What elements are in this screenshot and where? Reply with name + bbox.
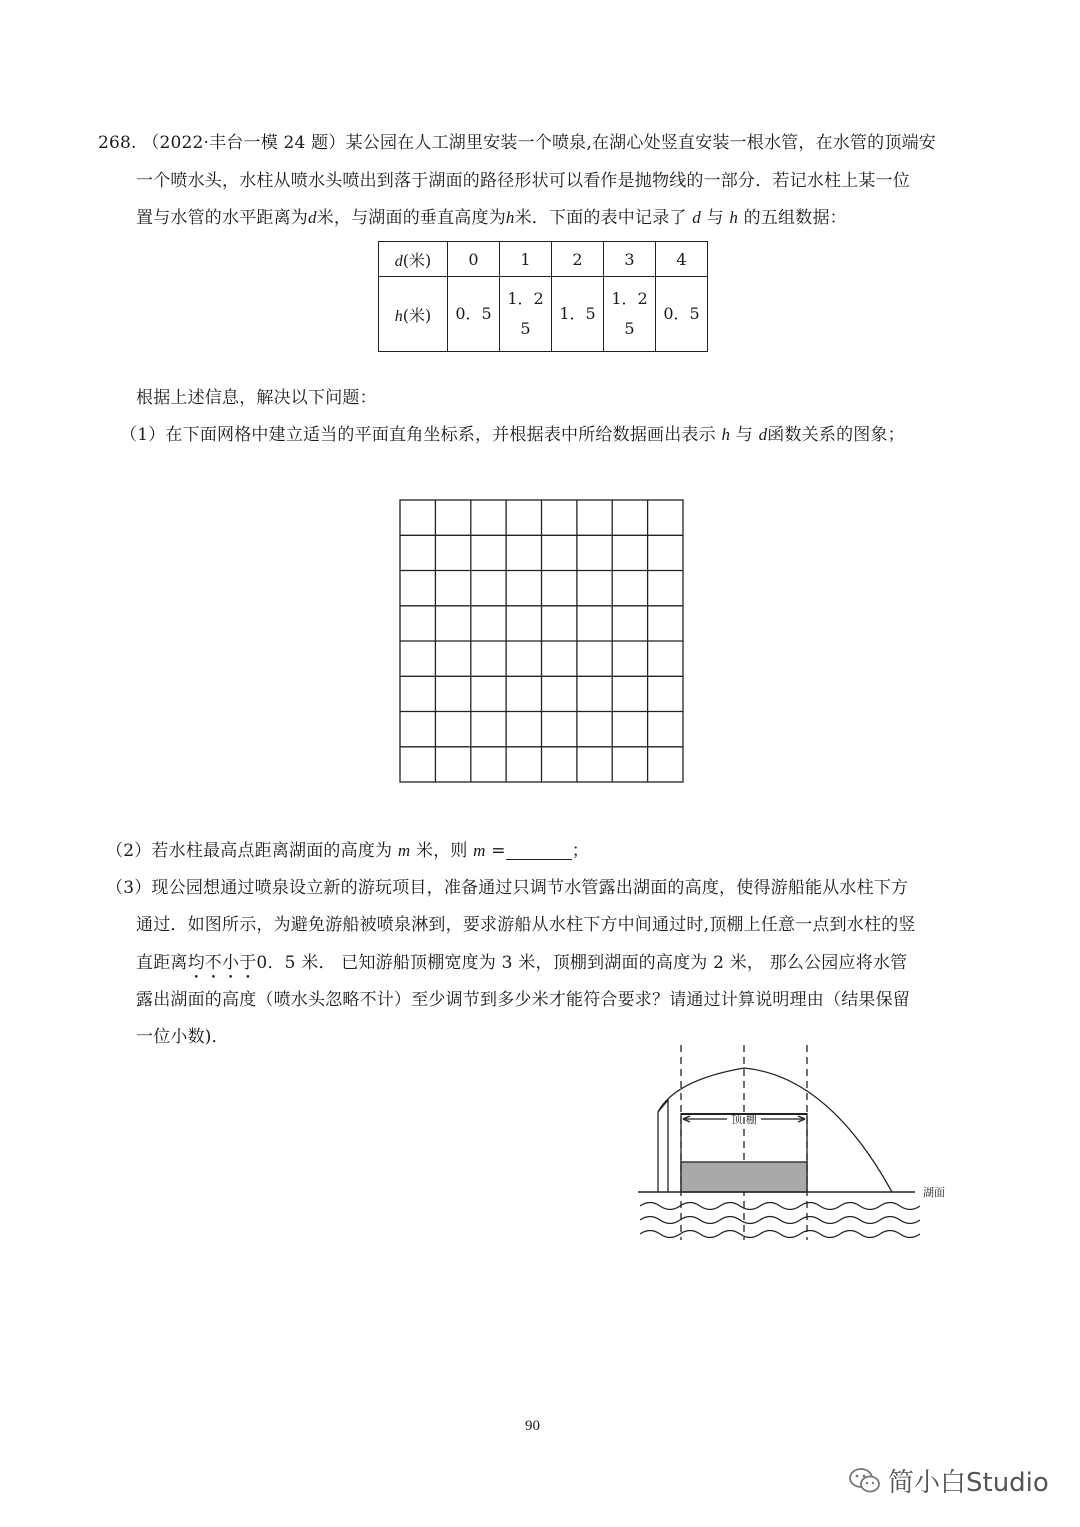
question-1: （1）在下面网格中建立适当的平面直角坐标系，并根据表中所给数据画出表示 h 与 d函数关系的图象； [120, 425, 905, 445]
question-3-line-2: 通过．如图所示，为避免游船被喷泉淋到，要求游船从水柱下方中间通过时,顶棚上任意一点到水柱的竖 [136, 915, 916, 935]
boat-hull [681, 1162, 807, 1192]
table-cell: 2 [552, 242, 604, 277]
page-number: 90 [525, 1418, 540, 1434]
question-3-line-4: 露出湖面的高度（喷水头忽略不计）至少调节到多少米才能符合要求？请通过计算说明理由（结果保留 [136, 990, 910, 1010]
wechat-icon [848, 1466, 882, 1496]
answer-blank[interactable] [506, 841, 572, 860]
table-cell: 0 [448, 242, 500, 277]
problem-line-1: 268. （2022·丰台一模 24 题）某公园在人工湖里安装一个喷泉,在湖心处竖直安装一根水管，在水管的顶端安 [98, 133, 936, 153]
table-cell: 1 [500, 242, 552, 277]
table-cell: 1．2 5 [604, 277, 656, 352]
wave-1 [640, 1203, 920, 1210]
data-table [378, 241, 708, 352]
watermark-text: 简小白Studio [888, 1468, 1049, 1498]
table-cell: 0．5 [656, 277, 708, 352]
lake-label: 湖面 [923, 1186, 945, 1199]
problem-line-3: 置与水管的水平距离为d米，与湖面的垂直高度为h米．下面的表中记录了 d 与 h 的五组数据： [136, 208, 847, 228]
table-header-h: h(米) [379, 277, 448, 352]
table-cell: 1．2 5 [500, 277, 552, 352]
question-3-line-1: （3）现公园想通过喷泉设立新的游玩项目，准备通过只调节水管露出湖面的高度，使得游船能从水柱下方 [106, 878, 909, 898]
question-3-line-5: 一位小数)． [136, 1027, 229, 1047]
roof-label: 顶 棚 [731, 1113, 757, 1126]
watermark [848, 1462, 1049, 1499]
question-3-line-3: 直距离均不小于0．5 米． 已知游船顶棚宽度为 3 米，顶棚到湖面的高度为 2 米， 那么公园应将水管 [136, 953, 908, 973]
table-cell: 3 [604, 242, 656, 277]
wave-3 [640, 1231, 920, 1238]
problem-source: （2022·丰台一模 24 题） [142, 133, 346, 153]
table-cell: 1．5 [552, 277, 604, 352]
table-row-d [379, 242, 708, 277]
wave-2 [640, 1217, 920, 1224]
table-cell: 0．5 [448, 277, 500, 352]
table-header-d: d(米) [379, 242, 448, 277]
answer-grid[interactable] [399, 499, 685, 785]
problem-line-2: 一个喷水头，水柱从喷水头喷出到落于湖面的路径形状可以看作是抛物线的一部分．若记水柱上某一位 [136, 171, 910, 191]
intro-text: 根据上述信息，解决以下问题： [136, 388, 377, 408]
problem-number: 268. [98, 133, 137, 153]
table-row-h [379, 277, 708, 352]
question-2: （2）若水柱最高点距离湖面的高度为 m 米，则 m = ； [106, 841, 589, 861]
emphasis-text: 均不小于 [187, 953, 257, 973]
water-pipe [658, 1100, 668, 1192]
fountain-boat-figure [630, 1040, 960, 1245]
table-cell: 4 [656, 242, 708, 277]
